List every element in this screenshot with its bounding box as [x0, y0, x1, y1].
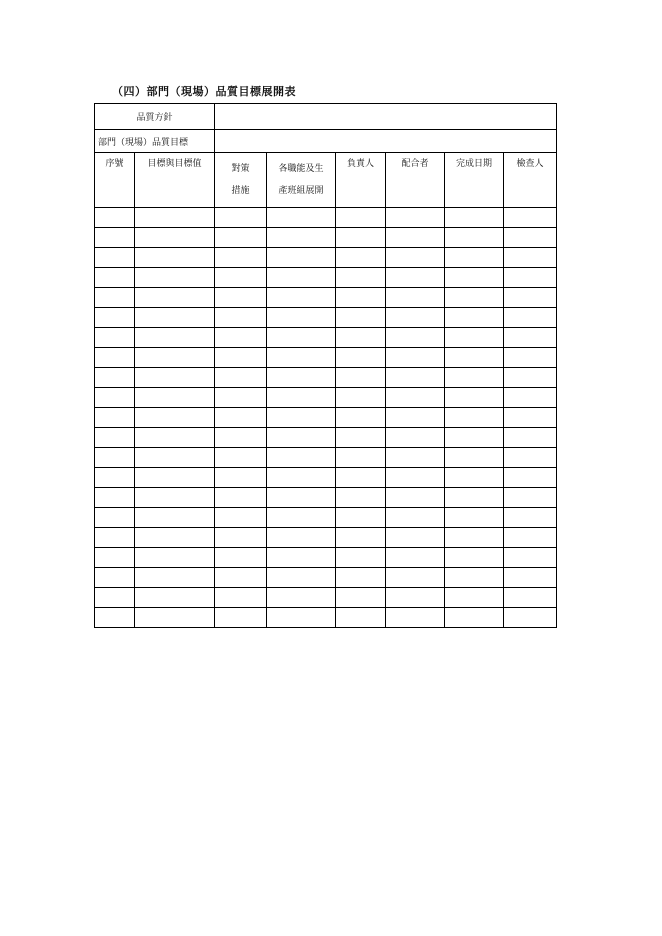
- table-row: [95, 308, 557, 328]
- owner-cell[interactable]: [336, 468, 386, 488]
- seq-cell[interactable]: [95, 248, 135, 268]
- owner-cell[interactable]: [336, 388, 386, 408]
- seq-cell[interactable]: [95, 408, 135, 428]
- measure-cell[interactable]: [215, 288, 267, 308]
- table-row: [95, 388, 557, 408]
- measure-cell[interactable]: [215, 208, 267, 228]
- cooperator-cell[interactable]: [386, 288, 445, 308]
- checker-cell[interactable]: [504, 308, 557, 328]
- dept-goal-value-cell[interactable]: [215, 130, 557, 153]
- target-cell[interactable]: [135, 208, 215, 228]
- measure-cell[interactable]: [215, 608, 267, 628]
- due-date-cell[interactable]: [445, 348, 504, 368]
- checker-cell[interactable]: [504, 588, 557, 608]
- due-date-cell[interactable]: [445, 268, 504, 288]
- cooperator-cell[interactable]: [386, 348, 445, 368]
- measure-cell[interactable]: [215, 388, 267, 408]
- measure-cell[interactable]: [215, 428, 267, 448]
- target-cell[interactable]: [135, 248, 215, 268]
- checker-cell[interactable]: [504, 208, 557, 228]
- checker-cell[interactable]: [504, 388, 557, 408]
- due-date-cell[interactable]: [445, 588, 504, 608]
- table-row: [95, 448, 557, 468]
- table-row: [95, 588, 557, 608]
- table-row: [95, 248, 557, 268]
- cooperator-cell[interactable]: [386, 588, 445, 608]
- table-row: [95, 328, 557, 348]
- measure-cell[interactable]: [215, 348, 267, 368]
- measure-cell[interactable]: [215, 528, 267, 548]
- header-cooperator: 配合者: [386, 153, 445, 208]
- owner-cell[interactable]: [336, 568, 386, 588]
- deploy-cell[interactable]: [267, 228, 336, 248]
- cooperator-cell[interactable]: [386, 488, 445, 508]
- target-cell[interactable]: [135, 328, 215, 348]
- seq-cell[interactable]: [95, 468, 135, 488]
- target-cell[interactable]: [135, 468, 215, 488]
- seq-cell[interactable]: [95, 328, 135, 348]
- table-row: [95, 468, 557, 488]
- cooperator-cell[interactable]: [386, 248, 445, 268]
- cooperator-cell[interactable]: [386, 328, 445, 348]
- checker-cell[interactable]: [504, 508, 557, 528]
- owner-cell[interactable]: [336, 448, 386, 468]
- due-date-cell[interactable]: [445, 488, 504, 508]
- owner-cell[interactable]: [336, 288, 386, 308]
- measure-cell[interactable]: [215, 548, 267, 568]
- target-cell[interactable]: [135, 388, 215, 408]
- measure-cell[interactable]: [215, 448, 267, 468]
- column-header-row: [95, 153, 557, 208]
- target-cell[interactable]: [135, 508, 215, 528]
- seq-cell[interactable]: [95, 228, 135, 248]
- seq-cell[interactable]: [95, 428, 135, 448]
- measure-cell[interactable]: [215, 328, 267, 348]
- seq-cell[interactable]: [95, 548, 135, 568]
- measure-cell[interactable]: [215, 228, 267, 248]
- header-deploy: [267, 153, 336, 208]
- seq-cell[interactable]: [95, 608, 135, 628]
- checker-cell[interactable]: [504, 528, 557, 548]
- header-measure-line1: 對策: [231, 164, 250, 174]
- table-row: [95, 348, 557, 368]
- owner-cell[interactable]: [336, 608, 386, 628]
- deploy-cell[interactable]: [267, 368, 336, 388]
- checker-cell[interactable]: [504, 448, 557, 468]
- owner-cell[interactable]: [336, 548, 386, 568]
- deploy-cell[interactable]: [267, 468, 336, 488]
- owner-cell[interactable]: [336, 408, 386, 428]
- owner-cell[interactable]: [336, 428, 386, 448]
- table-row: [95, 208, 557, 228]
- cooperator-cell[interactable]: [386, 428, 445, 448]
- cooperator-cell[interactable]: [386, 268, 445, 288]
- deploy-cell[interactable]: [267, 308, 336, 328]
- deploy-cell[interactable]: [267, 328, 336, 348]
- measure-cell[interactable]: [215, 468, 267, 488]
- table-row: [95, 268, 557, 288]
- measure-cell[interactable]: [215, 508, 267, 528]
- owner-cell[interactable]: [336, 508, 386, 528]
- deploy-cell[interactable]: [267, 248, 336, 268]
- measure-cell[interactable]: [215, 268, 267, 288]
- cooperator-cell[interactable]: [386, 448, 445, 468]
- cooperator-cell[interactable]: [386, 228, 445, 248]
- checker-cell[interactable]: [504, 368, 557, 388]
- due-date-cell[interactable]: [445, 408, 504, 428]
- table-row: [95, 568, 557, 588]
- deploy-cell[interactable]: [267, 388, 336, 408]
- owner-cell[interactable]: [336, 248, 386, 268]
- cooperator-cell[interactable]: [386, 408, 445, 428]
- owner-cell[interactable]: [336, 528, 386, 548]
- seq-cell[interactable]: [95, 528, 135, 548]
- due-date-cell[interactable]: [445, 308, 504, 328]
- deploy-cell[interactable]: [267, 288, 336, 308]
- owner-cell[interactable]: [336, 228, 386, 248]
- cooperator-cell[interactable]: [386, 608, 445, 628]
- owner-cell[interactable]: [336, 328, 386, 348]
- owner-cell[interactable]: [336, 308, 386, 328]
- deploy-cell[interactable]: [267, 528, 336, 548]
- deploy-cell[interactable]: [267, 428, 336, 448]
- deploy-cell[interactable]: [267, 448, 336, 468]
- table-row: [95, 288, 557, 308]
- target-cell[interactable]: [135, 288, 215, 308]
- seq-cell[interactable]: [95, 388, 135, 408]
- table-row: [95, 548, 557, 568]
- due-date-cell[interactable]: [445, 568, 504, 588]
- cooperator-cell[interactable]: [386, 508, 445, 528]
- deploy-cell[interactable]: [267, 408, 336, 428]
- cooperator-cell[interactable]: [386, 568, 445, 588]
- checker-cell[interactable]: [504, 328, 557, 348]
- due-date-cell[interactable]: [445, 228, 504, 248]
- header-due-date: 完成日期: [445, 153, 504, 208]
- checker-cell[interactable]: [504, 568, 557, 588]
- cooperator-cell[interactable]: [386, 368, 445, 388]
- deploy-cell[interactable]: [267, 268, 336, 288]
- document-title: （四）部門（現場）品質目標展開表: [112, 85, 296, 98]
- due-date-cell[interactable]: [445, 548, 504, 568]
- owner-cell[interactable]: [336, 208, 386, 228]
- measure-cell[interactable]: [215, 408, 267, 428]
- checker-cell[interactable]: [504, 348, 557, 368]
- table-row: [95, 508, 557, 528]
- cooperator-cell[interactable]: [386, 208, 445, 228]
- target-cell[interactable]: [135, 588, 215, 608]
- table-row: [95, 488, 557, 508]
- seq-cell[interactable]: [95, 208, 135, 228]
- checker-cell[interactable]: [504, 548, 557, 568]
- checker-cell[interactable]: [504, 608, 557, 628]
- header-owner: 負責人: [336, 153, 386, 208]
- checker-cell[interactable]: [504, 468, 557, 488]
- header-seq: 序號: [95, 153, 135, 208]
- seq-cell[interactable]: [95, 448, 135, 468]
- checker-cell[interactable]: [504, 248, 557, 268]
- deploy-cell[interactable]: [267, 508, 336, 528]
- deploy-cell[interactable]: [267, 208, 336, 228]
- checker-cell[interactable]: [504, 408, 557, 428]
- table-row: [95, 228, 557, 248]
- seq-cell[interactable]: [95, 488, 135, 508]
- due-date-cell[interactable]: [445, 208, 504, 228]
- seq-cell[interactable]: [95, 568, 135, 588]
- table-row: [95, 608, 557, 628]
- seq-cell[interactable]: [95, 308, 135, 328]
- quality-policy-label: 品質方針: [95, 104, 215, 130]
- cooperator-cell[interactable]: [386, 388, 445, 408]
- header-measure-line2: 措施: [231, 186, 250, 196]
- due-date-cell[interactable]: [445, 428, 504, 448]
- due-date-cell[interactable]: [445, 328, 504, 348]
- owner-cell[interactable]: [336, 368, 386, 388]
- seq-cell[interactable]: [95, 288, 135, 308]
- deploy-cell[interactable]: [267, 608, 336, 628]
- measure-cell[interactable]: [215, 308, 267, 328]
- dept-goal-label: 部門（現場）品質目標: [95, 130, 215, 153]
- due-date-cell[interactable]: [445, 288, 504, 308]
- seq-cell[interactable]: [95, 348, 135, 368]
- owner-cell[interactable]: [336, 268, 386, 288]
- checker-cell[interactable]: [504, 228, 557, 248]
- measure-cell[interactable]: [215, 488, 267, 508]
- checker-cell[interactable]: [504, 488, 557, 508]
- checker-cell[interactable]: [504, 288, 557, 308]
- seq-cell[interactable]: [95, 368, 135, 388]
- dept-goal-row: [95, 130, 557, 153]
- due-date-cell[interactable]: [445, 368, 504, 388]
- owner-cell[interactable]: [336, 348, 386, 368]
- due-date-cell[interactable]: [445, 448, 504, 468]
- target-cell[interactable]: [135, 608, 215, 628]
- measure-cell[interactable]: [215, 568, 267, 588]
- table-row: [95, 368, 557, 388]
- due-date-cell[interactable]: [445, 248, 504, 268]
- header-deploy-line1: 各職能及生: [278, 164, 324, 174]
- cooperator-cell[interactable]: [386, 528, 445, 548]
- header-target: 目標與目標值: [135, 153, 215, 208]
- deploy-cell[interactable]: [267, 588, 336, 608]
- deploy-cell[interactable]: [267, 548, 336, 568]
- target-cell[interactable]: [135, 548, 215, 568]
- measure-cell[interactable]: [215, 368, 267, 388]
- owner-cell[interactable]: [336, 488, 386, 508]
- target-cell[interactable]: [135, 268, 215, 288]
- target-cell[interactable]: [135, 348, 215, 368]
- table-row: [95, 408, 557, 428]
- due-date-cell[interactable]: [445, 468, 504, 488]
- header-measure: [215, 153, 267, 208]
- quality-goal-deployment-table: [94, 103, 557, 628]
- target-cell[interactable]: [135, 528, 215, 548]
- cooperator-cell[interactable]: [386, 468, 445, 488]
- cooperator-cell[interactable]: [386, 308, 445, 328]
- seq-cell[interactable]: [95, 508, 135, 528]
- quality-policy-value-cell[interactable]: [215, 104, 557, 130]
- target-cell[interactable]: [135, 408, 215, 428]
- cooperator-cell[interactable]: [386, 548, 445, 568]
- deploy-cell[interactable]: [267, 488, 336, 508]
- checker-cell[interactable]: [504, 268, 557, 288]
- checker-cell[interactable]: [504, 428, 557, 448]
- due-date-cell[interactable]: [445, 508, 504, 528]
- measure-cell[interactable]: [215, 588, 267, 608]
- table-row: [95, 428, 557, 448]
- target-cell[interactable]: [135, 228, 215, 248]
- target-cell[interactable]: [135, 488, 215, 508]
- target-cell[interactable]: [135, 448, 215, 468]
- deploy-cell[interactable]: [267, 568, 336, 588]
- target-cell[interactable]: [135, 428, 215, 448]
- header-deploy-line2: 產班組展開: [278, 186, 324, 196]
- seq-cell[interactable]: [95, 588, 135, 608]
- table-row: [95, 528, 557, 548]
- due-date-cell[interactable]: [445, 528, 504, 548]
- deploy-cell[interactable]: [267, 348, 336, 368]
- owner-cell[interactable]: [336, 588, 386, 608]
- measure-cell[interactable]: [215, 248, 267, 268]
- target-cell[interactable]: [135, 308, 215, 328]
- target-cell[interactable]: [135, 368, 215, 388]
- header-checker: 檢查人: [504, 153, 557, 208]
- due-date-cell[interactable]: [445, 608, 504, 628]
- target-cell[interactable]: [135, 568, 215, 588]
- quality-policy-row: [95, 104, 557, 130]
- seq-cell[interactable]: [95, 268, 135, 288]
- due-date-cell[interactable]: [445, 388, 504, 408]
